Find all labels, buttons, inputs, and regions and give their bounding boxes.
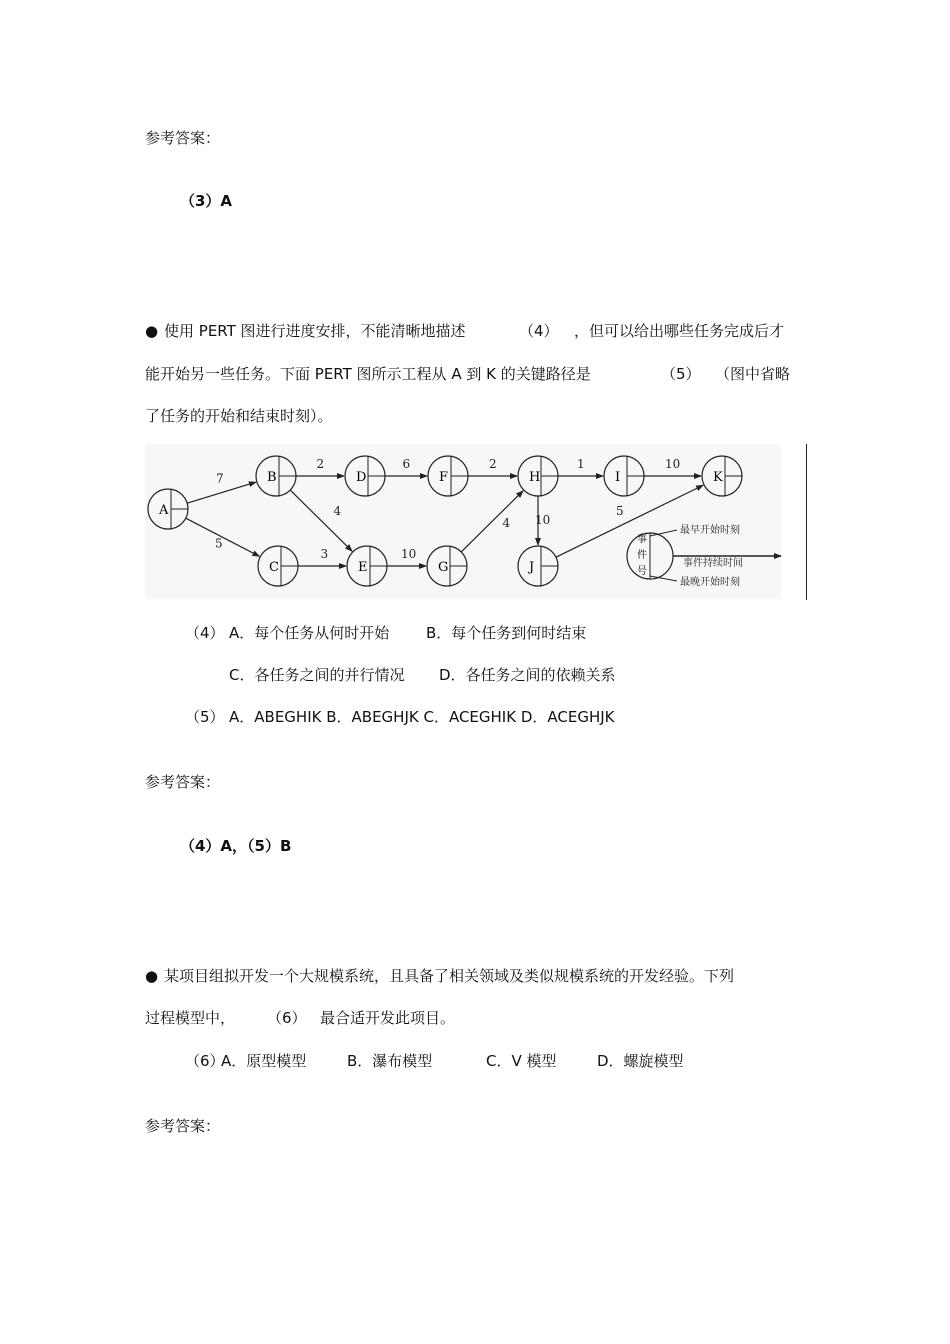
- option-4-C: C．各任务之间的并行情况: [229, 666, 405, 684]
- option-6-C: C．V 模型: [486, 1052, 557, 1070]
- legend-latest-start: 最晚开始时刻: [680, 577, 740, 588]
- edge-weight-I-K: 10: [665, 457, 681, 471]
- edge-weight-H-J: 10: [535, 513, 551, 527]
- blank-6: （6）: [267, 1009, 307, 1027]
- legend-node-label-1: 事: [637, 534, 647, 545]
- node-label-D: D: [356, 470, 367, 485]
- option-5-choices: A．ABEGHIK B．ABEGHJK C．ACEGHIK D．ACEGHJK: [229, 708, 615, 726]
- edge-weight-J-K: 5: [616, 504, 624, 518]
- option-5-num: （5）: [185, 708, 225, 726]
- edge-weight-A-B: 7: [216, 471, 224, 486]
- edge-weight-C-E: 3: [320, 547, 329, 561]
- answer-q45: （4）A，（5）B: [180, 837, 292, 855]
- option-6-num: （6）: [185, 1052, 225, 1070]
- question6-line2b: 最合适开发此项目。: [320, 1009, 456, 1027]
- node-label-C: C: [269, 560, 279, 575]
- option-4-D: D．各任务之间的依赖关系: [439, 666, 616, 684]
- question-text-line2a: 能开始另一些任务。下面 PERT 图所示工程从 A 到 K 的关键路径是: [145, 365, 591, 383]
- node-label-E: E: [358, 560, 368, 575]
- option-6-D: D．螺旋模型: [597, 1052, 684, 1070]
- node-label-A: A: [159, 503, 169, 518]
- legend-earliest-start: 最早开始时刻: [680, 525, 740, 536]
- node-label-H: H: [529, 470, 541, 485]
- legend-node-label-2: 件: [637, 550, 647, 561]
- option-6-A: A．原型模型: [221, 1052, 307, 1070]
- legend-duration: 事件持续时间: [683, 558, 743, 569]
- blank-4: （4）: [519, 322, 559, 340]
- question-text-line3: 了任务的开始和结束时刻）。: [145, 407, 333, 425]
- reference-answer-label: 参考答案：: [145, 129, 221, 147]
- pert-diagram: [145, 444, 809, 600]
- answer-q3: （3）A: [180, 192, 233, 210]
- question-text-line1b: ，但可以给出哪些任务完成后才: [574, 322, 785, 340]
- edge-weight-F-H: 2: [489, 457, 497, 471]
- question-text-line1a: 使用 PERT 图进行进度安排，不能清晰地描述: [164, 322, 466, 340]
- reference-answer-label: 参考答案：: [145, 1117, 221, 1135]
- option-6-B: B．瀑布模型: [347, 1052, 433, 1070]
- edge-weight-H-I: 1: [577, 457, 585, 471]
- legend-node-label-3: 号: [637, 566, 647, 577]
- option-4-num: （4）: [185, 624, 225, 642]
- node-label-G: G: [438, 560, 449, 575]
- edge-weight-D-F: 6: [402, 457, 411, 471]
- node-label-K: K: [713, 470, 723, 485]
- edge-weight-A-C: 5: [215, 536, 223, 551]
- divider-line: [806, 444, 807, 600]
- bullet: ●: [145, 322, 159, 340]
- edge-weight-G-H: 4: [502, 516, 511, 530]
- option-4-B: B．每个任务到何时结束: [426, 624, 587, 642]
- node-label-I: I: [615, 470, 621, 485]
- edge-weight-B-E: 4: [333, 504, 342, 518]
- option-4-A: A．每个任务从何时开始: [229, 624, 390, 642]
- blank-5: （5）: [661, 365, 701, 383]
- question6-line1: 某项目组拟开发一个大规模系统，且具备了相关领域及类似规模系统的开发经验。下列: [164, 967, 735, 985]
- edge-weight-E-G: 10: [401, 547, 417, 561]
- question6-line2a: 过程模型中，: [145, 1009, 236, 1027]
- bullet: ●: [145, 967, 159, 985]
- node-label-F: F: [439, 470, 449, 485]
- edge-weight-B-D: 2: [316, 457, 325, 471]
- node-label-B: B: [267, 470, 277, 485]
- node-label-J: J: [529, 560, 535, 575]
- question-text-line2b: （图中省略: [715, 365, 791, 383]
- reference-answer-label: 参考答案：: [145, 773, 221, 791]
